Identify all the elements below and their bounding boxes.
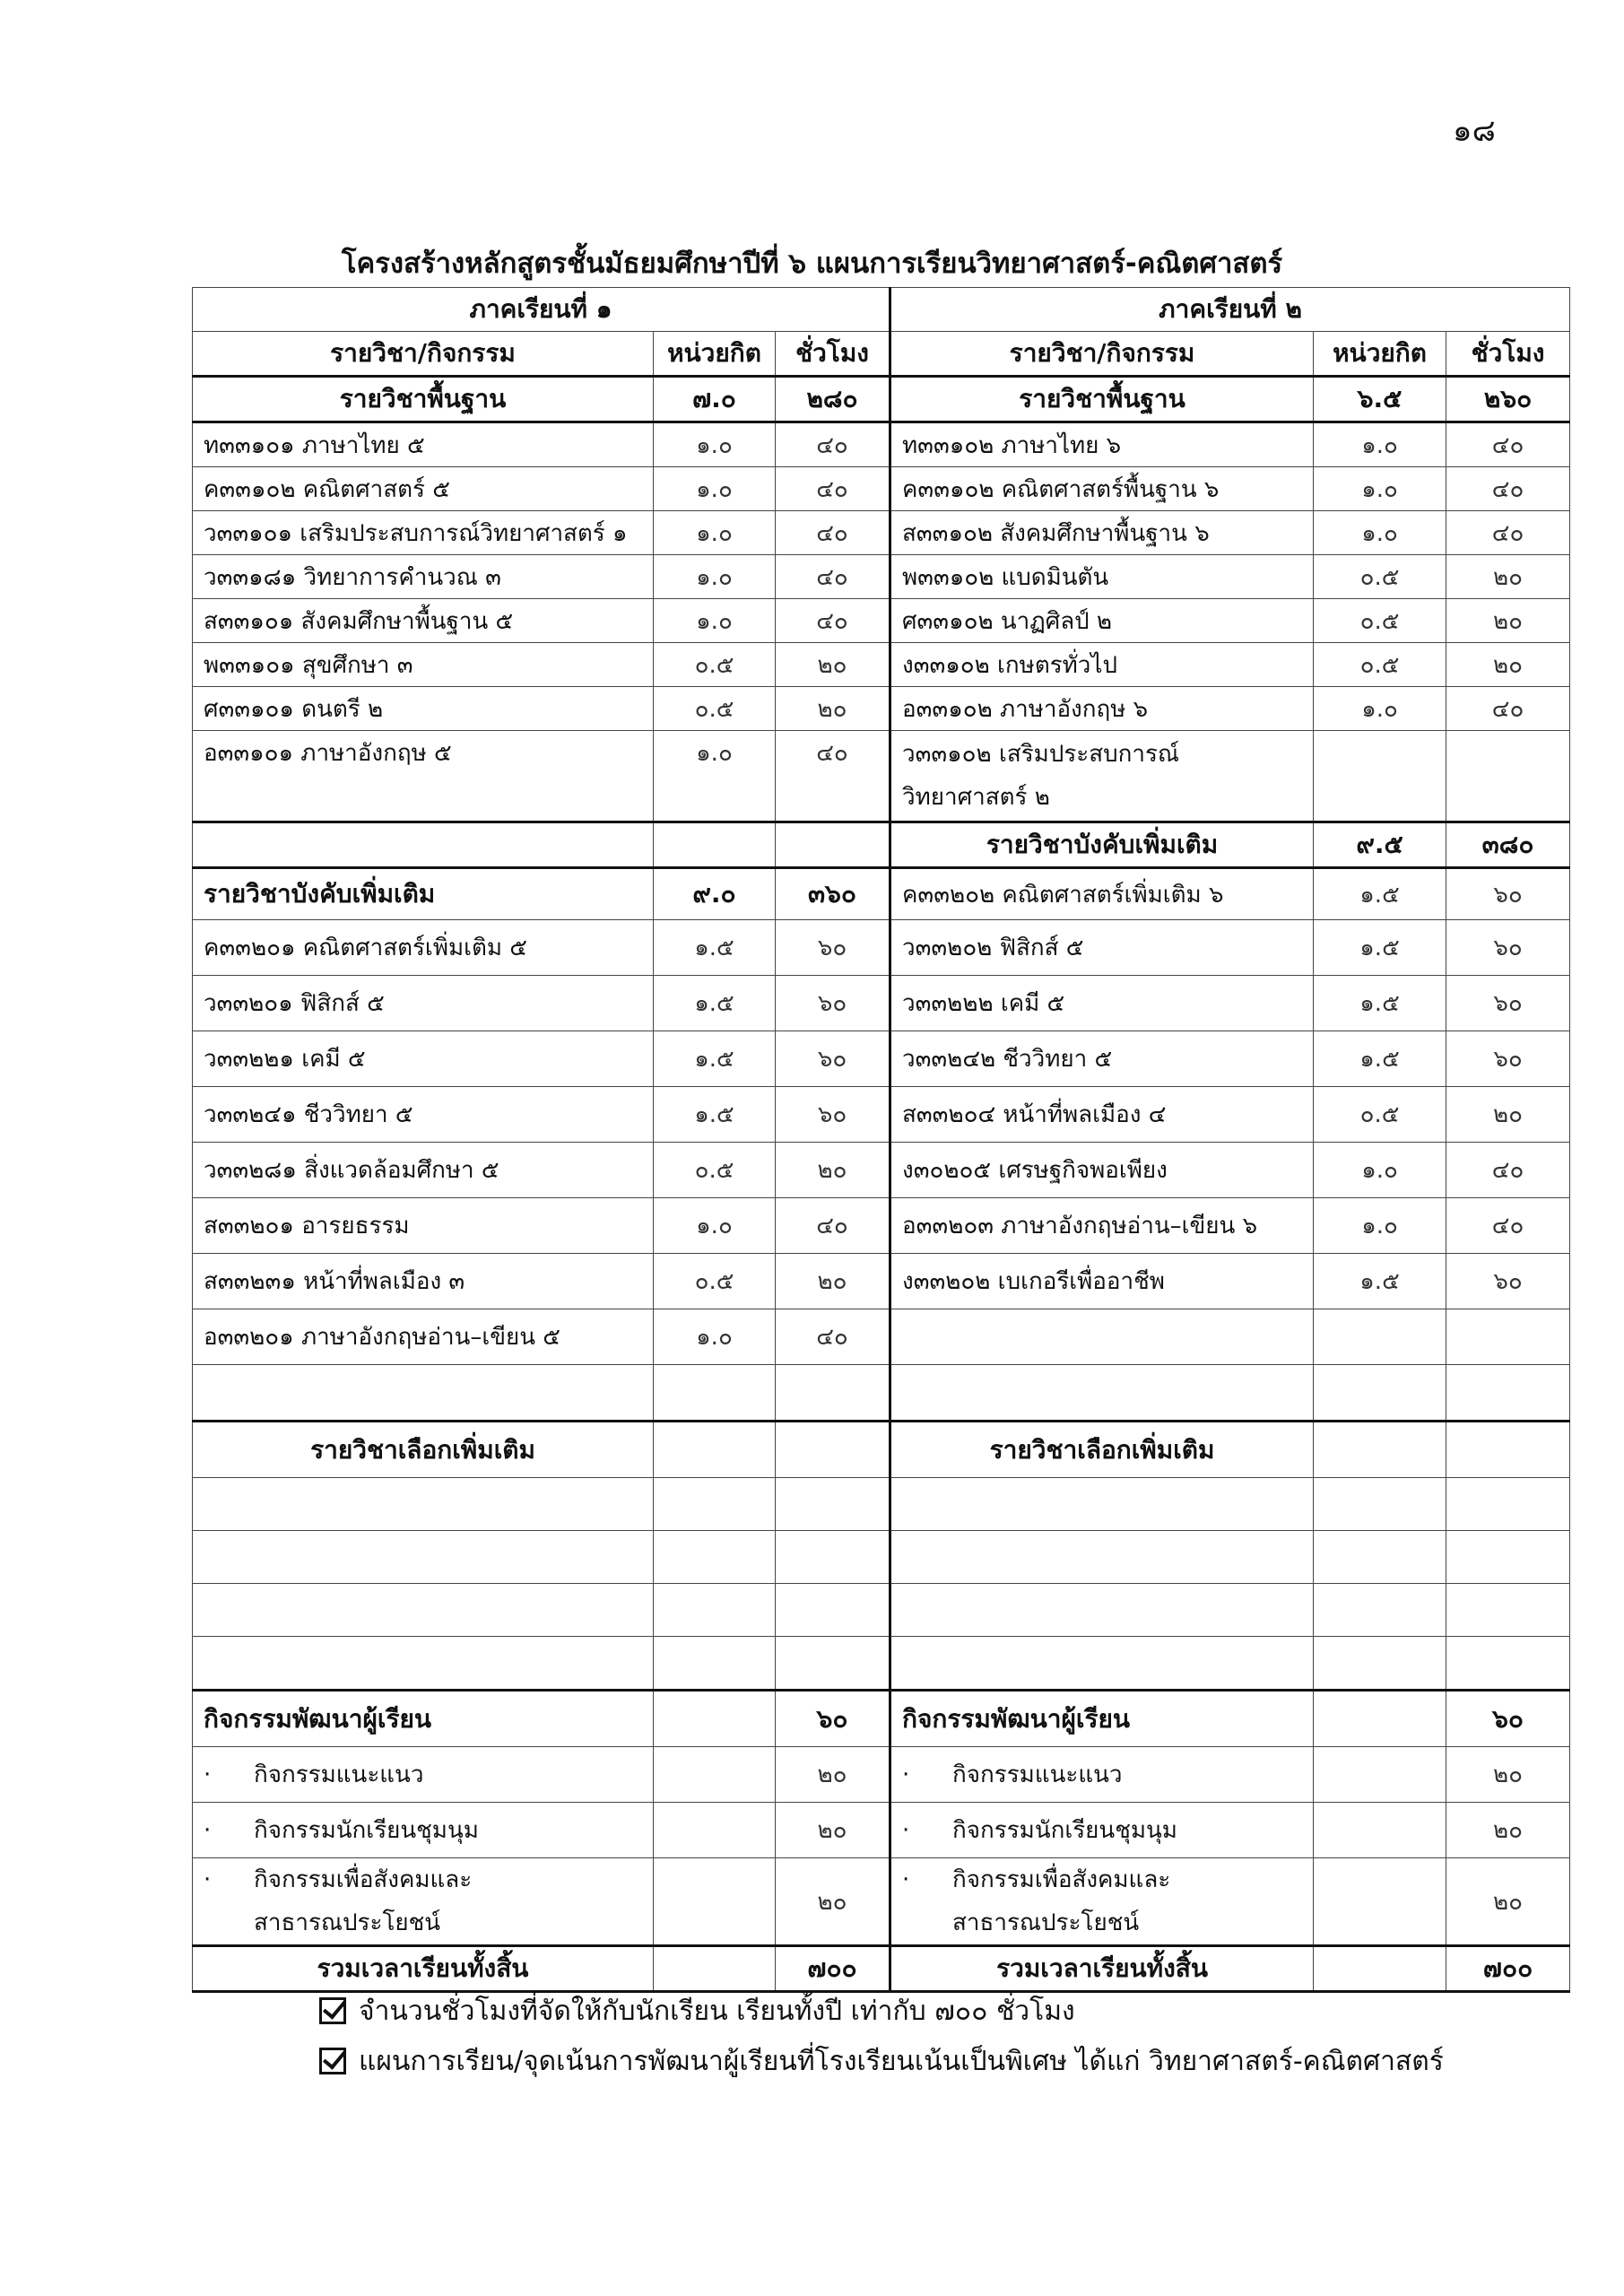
subject-credit: ๑.๐: [654, 467, 776, 511]
empty-cell: [890, 1365, 1314, 1422]
subject-hours: ๔๐: [1446, 1143, 1570, 1198]
empty-cell: [1446, 1531, 1570, 1584]
s1-col-subject: รายวิชา/กิจกรรม: [193, 332, 654, 377]
subject-hours: ๖๐: [1446, 920, 1570, 976]
table-row: [193, 555, 1570, 599]
subject-hours: ๒๐: [1446, 555, 1570, 599]
notes: [319, 1986, 1444, 2086]
activity-name: กิจกรรมนักเรียนชุมนุม: [952, 1817, 1177, 1844]
subject-name: อ๓๓๑๐๒ ภาษาอังกฤษ ๖: [890, 687, 1314, 731]
empty-cell: [1446, 1422, 1570, 1478]
table-row: [193, 422, 1570, 467]
s2-col-subject: รายวิชา/กิจกรรม: [890, 332, 1314, 377]
empty-cell: [1314, 1747, 1446, 1803]
subject-name: ง๓๓๑๐๒ เกษตรทั่วไป: [890, 643, 1314, 687]
subject-credit: ๐.๕: [654, 1254, 776, 1309]
subject-name: ค๓๓๑๐๒ คณิตศาสตร์พื้นฐาน ๖: [890, 467, 1314, 511]
activity-hours: ๒๐: [1446, 1803, 1570, 1858]
subject-credit: ๑.๐: [1314, 422, 1446, 467]
subject-hours: ๔๐: [1446, 422, 1570, 467]
subject-name: [890, 731, 1314, 822]
table-row: [193, 643, 1570, 687]
table-row: [193, 1254, 1570, 1309]
subject-hours: ๔๐: [776, 731, 890, 822]
subject-hours: ๔๐: [776, 467, 890, 511]
empty-cell: [1314, 1637, 1446, 1691]
s2-elective-label: รายวิชาเลือกเพิ่มเติม: [890, 1422, 1314, 1478]
subject-name: ค๓๓๒๐๑ คณิตศาสตร์เพิ่มเติม ๕: [193, 920, 654, 976]
empty-cell: [776, 822, 890, 868]
s1-additional-credit: ๙.๐: [654, 868, 776, 920]
activity-name: กิจกรรมแนะแนว: [952, 1761, 1123, 1788]
empty-cell: [1314, 1531, 1446, 1584]
empty-cell: [1314, 1691, 1446, 1747]
empty-cell: [654, 1946, 776, 1992]
bullet: ·: [204, 1866, 212, 1893]
activity-item: [890, 1858, 1314, 1946]
subject-credit: ๐.๕: [1314, 643, 1446, 687]
subject-credit: ๐.๕: [654, 687, 776, 731]
subject-hours: ๖๐: [776, 920, 890, 976]
empty-cell: [1446, 1637, 1570, 1691]
subject-hours: ๔๐: [776, 599, 890, 643]
table-row: [193, 1087, 1570, 1143]
activity-name-line: กิจกรรมเพื่อสังคมและ: [254, 1866, 473, 1893]
subject-credit: ๑.๐: [1314, 511, 1446, 555]
subject-credit: ๑.๕: [1314, 868, 1446, 920]
subject-credit: ๐.๕: [654, 1143, 776, 1198]
empty-cell: [654, 1365, 776, 1422]
empty-cell: [193, 1637, 654, 1691]
s2-basic-label: รายวิชาพื้นฐาน: [890, 377, 1314, 422]
subject-name: ส๓๓๒๐๔ หน้าที่พลเมือง ๔: [890, 1087, 1314, 1143]
subject-hours: [1446, 731, 1570, 822]
subject-credit: ๑.๕: [1314, 976, 1446, 1031]
column-header-row: [193, 332, 1570, 377]
subject-hours: ๒๐: [776, 1254, 890, 1309]
bullet: ·: [902, 1761, 910, 1788]
empty-cell: [1446, 1309, 1570, 1365]
empty-cell: [890, 1309, 1314, 1365]
empty-cell: [654, 1858, 776, 1946]
s1-col-hours: ชั่วโมง: [776, 332, 890, 377]
subject-name: ว๓๓๒๒๒ เคมี ๕: [890, 976, 1314, 1031]
table-row: [193, 1637, 1570, 1691]
empty-cell: [776, 1478, 890, 1531]
subject-name: อ๓๓๒๐๑ ภาษาอังกฤษอ่าน–เขียน ๕: [193, 1309, 654, 1365]
bullet: ·: [204, 1817, 212, 1844]
s1-basic-label: รายวิชาพื้นฐาน: [193, 377, 654, 422]
subject-hours: ๒๐: [1446, 1087, 1570, 1143]
subject-name: ว๓๓๒๐๒ ฟิสิกส์ ๕: [890, 920, 1314, 976]
empty-cell: [1314, 1365, 1446, 1422]
s2-activities-label: กิจกรรมพัฒนาผู้เรียน: [890, 1691, 1314, 1747]
table-row: [193, 511, 1570, 555]
empty-cell: [193, 1365, 654, 1422]
empty-cell: [776, 1637, 890, 1691]
subject-name: ง๓๐๒๐๕ เศรษฐกิจพอเพียง: [890, 1143, 1314, 1198]
table-row: [193, 467, 1570, 511]
s2-activities-hours: ๖๐: [1446, 1691, 1570, 1747]
table-row: [193, 687, 1570, 731]
table-row: [193, 976, 1570, 1031]
subject-name: ว๓๓๒๔๒ ชีววิทยา ๕: [890, 1031, 1314, 1087]
s1-elective-label: รายวิชาเลือกเพิ่มเติม: [193, 1422, 654, 1478]
table-row: [193, 1031, 1570, 1087]
empty-cell: [890, 1637, 1314, 1691]
empty-cell: [654, 822, 776, 868]
empty-cell: [1446, 1365, 1570, 1422]
subject-hours: ๔๐: [1446, 687, 1570, 731]
activities-header-row: [193, 1691, 1570, 1747]
empty-cell: [654, 1584, 776, 1637]
subject-credit: ๑.๐: [654, 1198, 776, 1254]
subject-name: ส๓๓๑๐๑ สังคมศึกษาพื้นฐาน ๕: [193, 599, 654, 643]
s2-total-label: รวมเวลาเรียนทั้งสิ้น: [890, 1946, 1314, 1992]
activity-item: [890, 1803, 1314, 1858]
activity-item: [193, 1858, 654, 1946]
activity-name-line: กิจกรรมเพื่อสังคมและ: [952, 1866, 1171, 1893]
subject-credit: ๑.๐: [654, 731, 776, 822]
empty-cell: [1446, 1478, 1570, 1531]
subject-name: พ๓๓๑๐๑ สุขศึกษา ๓: [193, 643, 654, 687]
activity-name-line: สาธารณประโยชน์: [952, 1909, 1140, 1936]
subject-hours: ๖๐: [1446, 868, 1570, 920]
activity-name: กิจกรรมนักเรียนชุมนุม: [254, 1817, 479, 1844]
subject-name: อ๓๓๑๐๑ ภาษาอังกฤษ ๕: [193, 731, 654, 822]
document-title: โครงสร้างหลักสูตรชั้นมัธยมศึกษาปีที่ ๖ แผนการเรียนวิทยาศาสตร์-คณิตศาสตร์: [341, 248, 1283, 280]
subject-credit: ๑.๕: [1314, 920, 1446, 976]
subject-name: ว๓๓๑๘๑ วิทยาการคำนวณ ๓: [193, 555, 654, 599]
empty-cell: [654, 1691, 776, 1747]
subject-credit: [1314, 731, 1446, 822]
table-row: [193, 1803, 1570, 1858]
elective-header-row: [193, 1422, 1570, 1478]
activity-hours: ๒๐: [1446, 1858, 1570, 1946]
basic-subjects-header-row: [193, 377, 1570, 422]
subject-hours: ๖๐: [776, 1087, 890, 1143]
subject-name: ว๓๓๑๐๑ เสริมประสบการณ์วิทยาศาสตร์ ๑: [193, 511, 654, 555]
empty-cell: [776, 1584, 890, 1637]
note-text: แผนการเรียน/จุดเน้นการพัฒนาผู้เรียนที่โรงเรียนเน้นเป็นพิเศษ ได้แก่ วิทยาศาสตร์-คณิตศาสตร์: [359, 2045, 1444, 2077]
bullet: ·: [204, 1761, 212, 1788]
subject-name: ท๓๓๑๐๑ ภาษาไทย ๕: [193, 422, 654, 467]
empty-cell: [776, 1365, 890, 1422]
subject-credit: ๑.๐: [654, 511, 776, 555]
table-row: [193, 868, 1570, 920]
empty-cell: [1314, 1422, 1446, 1478]
table-row: [193, 1747, 1570, 1803]
subject-name: ว๓๓๒๔๑ ชีววิทยา ๕: [193, 1087, 654, 1143]
subject-hours: ๔๐: [1446, 511, 1570, 555]
note-study-plan: [319, 2036, 1444, 2086]
subject-credit: ๑.๕: [654, 1087, 776, 1143]
empty-cell: [1314, 1584, 1446, 1637]
subject-hours: ๔๐: [1446, 467, 1570, 511]
empty-cell: [193, 1478, 654, 1531]
checkbox-checked-icon: [319, 2048, 346, 2074]
subject-name: ง๓๓๒๐๒ เบเกอรีเพื่ออาชีพ: [890, 1254, 1314, 1309]
activity-hours: ๒๐: [776, 1747, 890, 1803]
empty-cell: [1314, 1478, 1446, 1531]
subject-credit: ๑.๐: [654, 422, 776, 467]
subject-credit: ๑.๐: [1314, 1198, 1446, 1254]
s1-col-credit: หน่วยกิต: [654, 332, 776, 377]
s1-additional-label: รายวิชาบังคับเพิ่มเติม: [193, 868, 654, 920]
table-row: [193, 1309, 1570, 1365]
subject-name: ค๓๓๒๐๒ คณิตศาสตร์เพิ่มเติม ๖: [890, 868, 1314, 920]
empty-cell: [654, 1803, 776, 1858]
s2-additional-hours: ๓๘๐: [1446, 822, 1570, 868]
total-row: [193, 1946, 1570, 1992]
s2-total-hours: ๗๐๐: [1446, 1946, 1570, 1992]
empty-cell: [890, 1531, 1314, 1584]
subject-name-line: ว๓๓๑๐๒ เสริมประสบการณ์: [902, 741, 1180, 768]
subject-hours: ๖๐: [776, 976, 890, 1031]
empty-cell: [193, 822, 654, 868]
s1-activities-label: กิจกรรมพัฒนาผู้เรียน: [193, 1691, 654, 1747]
s2-additional-credit: ๙.๕: [1314, 822, 1446, 868]
s2-col-hours: ชั่วโมง: [1446, 332, 1570, 377]
subject-hours: ๖๐: [776, 1031, 890, 1087]
empty-cell: [654, 1478, 776, 1531]
table-row: [193, 731, 1570, 822]
activity-hours: ๒๐: [776, 1803, 890, 1858]
s2-col-credit: หน่วยกิต: [1314, 332, 1446, 377]
table-row: [193, 1478, 1570, 1531]
s2-basic-credit: ๖.๕: [1314, 377, 1446, 422]
empty-cell: [1314, 1309, 1446, 1365]
subject-hours: ๔๐: [776, 422, 890, 467]
table-row: [193, 920, 1570, 976]
semester-header-row: [193, 288, 1570, 332]
subject-name: ส๓๓๑๐๒ สังคมศึกษาพื้นฐาน ๖: [890, 511, 1314, 555]
subject-name: พ๓๓๑๐๒ แบดมินตัน: [890, 555, 1314, 599]
checkbox-checked-icon: [319, 1997, 346, 2024]
empty-cell: [890, 1478, 1314, 1531]
subject-name: ส๓๓๒๐๑ อารยธรรม: [193, 1198, 654, 1254]
activity-hours: ๒๐: [1446, 1747, 1570, 1803]
s2-additional-label: รายวิชาบังคับเพิ่มเติม: [890, 822, 1314, 868]
subject-hours: ๒๐: [776, 687, 890, 731]
subject-credit: ๑.๐: [1314, 1143, 1446, 1198]
semester2-header: ภาคเรียนที่ ๒: [890, 288, 1570, 332]
page-number: ๑๘: [1453, 113, 1496, 149]
empty-cell: [654, 1531, 776, 1584]
bullet: ·: [902, 1817, 910, 1844]
subject-hours: ๒๐: [1446, 643, 1570, 687]
subject-hours: ๒๐: [776, 1143, 890, 1198]
subject-name: ว๓๓๒๐๑ ฟิสิกส์ ๕: [193, 976, 654, 1031]
subject-name: อ๓๓๒๐๓ ภาษาอังกฤษอ่าน–เขียน ๖: [890, 1198, 1314, 1254]
subject-name: ว๓๓๒๒๑ เคมี ๕: [193, 1031, 654, 1087]
subject-name: ส๓๓๒๓๑ หน้าที่พลเมือง ๓: [193, 1254, 654, 1309]
subject-name: ว๓๓๒๘๑ สิ่งแวดล้อมศึกษา ๕: [193, 1143, 654, 1198]
s1-basic-credit: ๗.๐: [654, 377, 776, 422]
empty-cell: [1314, 1858, 1446, 1946]
s1-basic-hours: ๒๘๐: [776, 377, 890, 422]
empty-cell: [1314, 1946, 1446, 1992]
table-row: [193, 1365, 1570, 1422]
subject-credit: ๑.๕: [1314, 1031, 1446, 1087]
empty-cell: [654, 1637, 776, 1691]
subject-hours: ๔๐: [776, 1198, 890, 1254]
subject-credit: ๑.๕: [654, 976, 776, 1031]
subject-credit: ๑.๐: [1314, 687, 1446, 731]
curriculum-table: [192, 287, 1570, 1993]
semester1-header: ภาคเรียนที่ ๑: [193, 288, 890, 332]
s2-basic-hours: ๒๖๐: [1446, 377, 1570, 422]
table-row: [193, 1584, 1570, 1637]
s2-additional-header-row: [193, 822, 1570, 868]
s1-activities-hours: ๖๐: [776, 1691, 890, 1747]
empty-cell: [1314, 1803, 1446, 1858]
subject-credit: ๑.๕: [1314, 1254, 1446, 1309]
subject-hours: ๔๐: [1446, 1198, 1570, 1254]
bullet: ·: [902, 1866, 910, 1893]
activity-name-line: สาธารณประโยชน์: [254, 1909, 441, 1936]
subject-name: ศ๓๓๑๐๒ นาฏศิลป์ ๒: [890, 599, 1314, 643]
subject-hours: ๔๐: [776, 555, 890, 599]
table-row: [193, 599, 1570, 643]
subject-name: ศ๓๓๑๐๑ ดนตรี ๒: [193, 687, 654, 731]
subject-hours: ๔๐: [776, 1309, 890, 1365]
empty-cell: [890, 1584, 1314, 1637]
subject-hours: ๖๐: [1446, 1254, 1570, 1309]
table-row: [193, 1143, 1570, 1198]
subject-name: ท๓๓๑๐๒ ภาษาไทย ๖: [890, 422, 1314, 467]
empty-cell: [776, 1422, 890, 1478]
empty-cell: [654, 1422, 776, 1478]
empty-cell: [776, 1531, 890, 1584]
activity-name: กิจกรรมแนะแนว: [254, 1761, 424, 1788]
table-row: [193, 1858, 1570, 1946]
subject-credit: ๐.๕: [654, 643, 776, 687]
subject-credit: ๑.๐: [654, 1309, 776, 1365]
empty-cell: [1446, 1584, 1570, 1637]
subject-hours: ๔๐: [776, 511, 890, 555]
subject-credit: ๑.๐: [654, 599, 776, 643]
activity-item: [193, 1747, 654, 1803]
table-row: [193, 1531, 1570, 1584]
subject-credit: ๑.๕: [654, 920, 776, 976]
note-text: จำนวนชั่วโมงที่จัดให้กับนักเรียน เรียนทั้งปี เท่ากับ ๗๐๐ ชั่วโมง: [359, 1995, 1075, 2027]
subject-hours: ๒๐: [1446, 599, 1570, 643]
subject-credit: ๐.๕: [1314, 599, 1446, 643]
s1-total-hours: ๗๐๐: [776, 1946, 890, 1992]
activity-item: [193, 1803, 654, 1858]
activity-hours: ๒๐: [776, 1858, 890, 1946]
subject-hours: ๖๐: [1446, 1031, 1570, 1087]
table-row: [193, 1198, 1570, 1254]
subject-name-line: วิทยาศาสตร์ ๒: [902, 784, 1050, 811]
s1-additional-hours: ๓๖๐: [776, 868, 890, 920]
subject-hours: ๖๐: [1446, 976, 1570, 1031]
empty-cell: [193, 1584, 654, 1637]
activity-item: [890, 1747, 1314, 1803]
subject-credit: ๑.๕: [654, 1031, 776, 1087]
empty-cell: [193, 1531, 654, 1584]
empty-cell: [654, 1747, 776, 1803]
subject-credit: ๐.๕: [1314, 555, 1446, 599]
subject-credit: ๑.๐: [1314, 467, 1446, 511]
subject-name: ค๓๓๑๐๒ คณิตศาสตร์ ๕: [193, 467, 654, 511]
subject-hours: ๒๐: [776, 643, 890, 687]
note-total-hours: [319, 1986, 1444, 2036]
s1-total-label: รวมเวลาเรียนทั้งสิ้น: [193, 1946, 654, 1992]
subject-credit: ๑.๐: [654, 555, 776, 599]
subject-credit: ๐.๕: [1314, 1087, 1446, 1143]
